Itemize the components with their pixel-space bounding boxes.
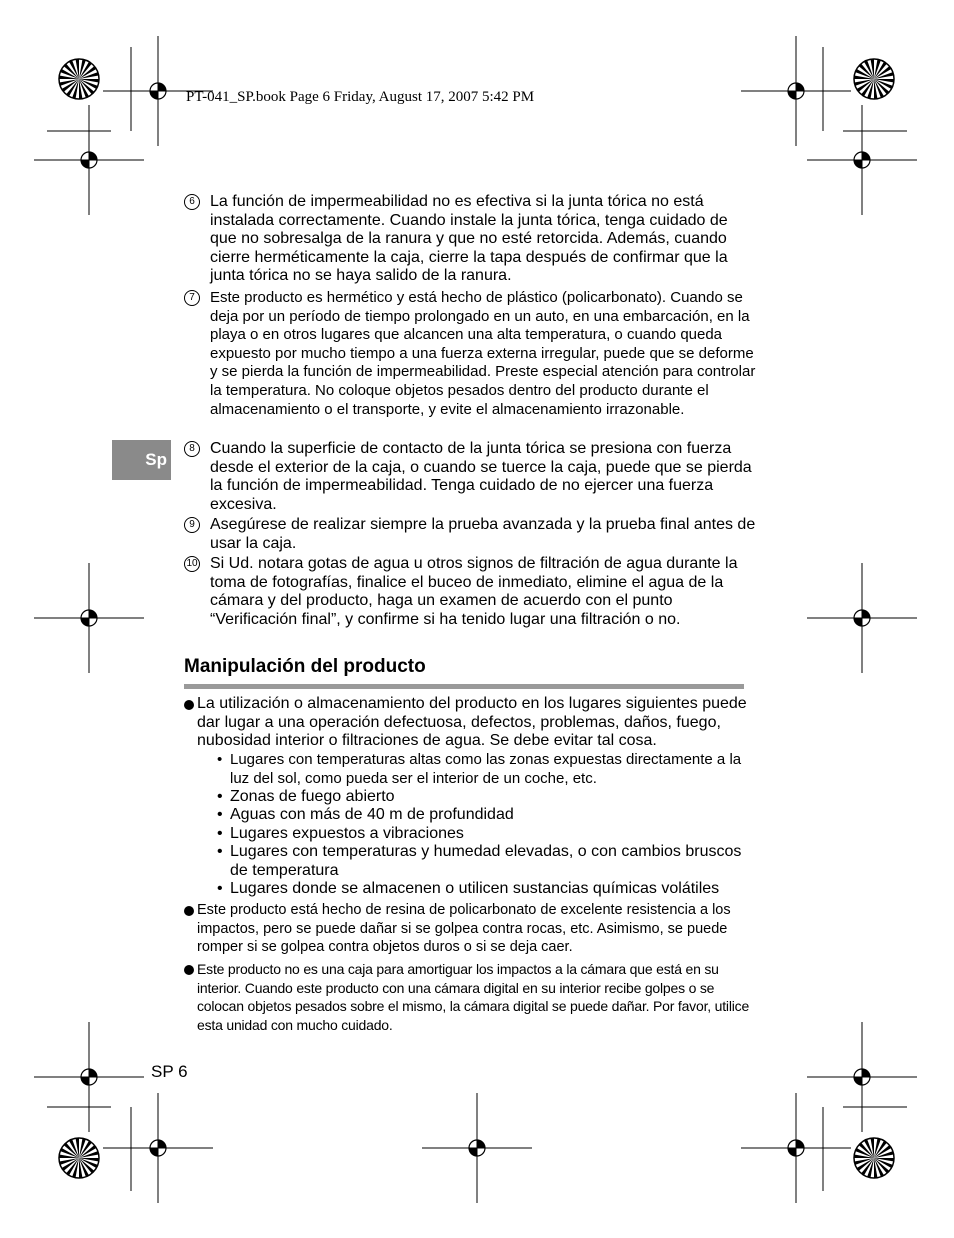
sub-bullet: •	[217, 843, 223, 860]
numbered-item	[184, 193, 756, 286]
sub-item	[214, 806, 754, 825]
crosshair-mark	[34, 563, 144, 673]
sub-item-text: Lugares con temperaturas y humedad elevadas, o con cambios bruscos de temperatura	[230, 843, 742, 879]
sub-item-text: Lugares expuestos a vibraciones	[230, 825, 464, 842]
numbered-item	[184, 555, 756, 629]
sub-bullet: •	[217, 806, 223, 823]
sub-item	[214, 788, 754, 807]
crosshair-mark	[741, 36, 851, 146]
sub-bullet: •	[217, 788, 223, 805]
section-heading: Manipulación del producto	[184, 656, 426, 677]
numbered-item	[184, 516, 756, 553]
crosshair-mark	[34, 105, 144, 215]
crosshair-mark	[103, 1093, 213, 1203]
crosshair-mark	[741, 1093, 851, 1203]
crosshair-mark	[807, 563, 917, 673]
star-target-mark	[59, 59, 99, 99]
numbered-item	[184, 289, 756, 419]
sub-item	[214, 843, 754, 880]
bullet-dot	[184, 965, 194, 975]
numbered-item	[184, 440, 756, 514]
bullet-text: La utilización o almacenamiento del producto en los lugares siguientes puede dar lugar a una operación defectuosa, defectos, problemas, daños, fuego, nubosidad interior o filtraciones de agua. Se debe evitar tal cosa.	[197, 695, 747, 750]
sub-bullet: •	[217, 825, 223, 842]
star-target-mark	[59, 1138, 99, 1178]
sub-item-text: Lugares donde se almacenen o utilicen sustancias químicas volátiles	[230, 880, 720, 897]
item-number: 9	[184, 517, 200, 533]
print-header: PT-041_SP.book Page 6 Friday, August 17, 2007 5:42 PM	[186, 89, 535, 105]
crosshair-mark	[422, 1093, 532, 1203]
star-target-mark	[854, 59, 894, 99]
sub-bullet: •	[217, 880, 223, 897]
sub-item-text: Aguas con más de 40 m de profundidad	[230, 806, 514, 823]
sub-bullet: •	[217, 751, 223, 768]
page-number: SP 6	[151, 1062, 188, 1081]
bullet-item	[184, 695, 750, 751]
sub-item	[214, 751, 754, 788]
bullet-item	[184, 901, 750, 957]
language-tab: Sp	[112, 440, 171, 480]
bullet-item	[184, 960, 750, 1034]
item-number: 6	[184, 194, 200, 210]
bullet-dot	[184, 906, 194, 916]
sub-item-text: Lugares con temperaturas altas como las zonas expuestas directamente a la luz del sol, como pueda ser el interior de un coche, etc.	[230, 751, 742, 787]
heading-rule	[184, 684, 744, 689]
sub-item-text: Zonas de fuego abierto	[230, 788, 395, 805]
item-text: Si Ud. notara gotas de agua u otros signos de filtración de agua durante la toma de fotografías, finalice el buceo de inmediato, elimine el agua de la cámara y del producto, haga un examen de acuerdo con el punto “Verificación final”, y confirme si ha tenido lugar una filtración o no.	[210, 555, 738, 628]
bullet-text: Este producto no es una caja para amortiguar los impactos a la cámara que está en su interior. Cuando este producto con una cámara digital en su interior recibe golpes o se colocan objetos pesados sobre el mismo, la cámara digital se puede dañar. Por favor, utilice esta unidad con mucho cuidado.	[197, 961, 750, 1033]
item-text: Cuando la superficie de contacto de la junta tórica se presiona con fuerza desde el exterior de la caja, o cuando se tuerce la caja, puede que se pierda la función de impermeabilidad. Tenga cuidado de no ejercer una fuerza excesiva.	[210, 440, 752, 513]
item-number: 7	[184, 290, 200, 306]
crosshair-mark	[34, 1022, 144, 1132]
sub-item	[214, 880, 754, 899]
item-text: Este producto es hermético y está hecho de plástico (policarbonato). Cuando se deja por un período de tiempo prolongado en un auto, en una embarcación, en la playa o en otros lugares que alcancen una alta temperatura, o cuando queda expuesto por mucho tiempo a una fuerza externa irregular, puede que se deforme y se pierda la función de impermeabilidad. Preste especial atención para controlar la temperatura. No coloque objetos pesados dentro del producto durante el almacenamiento o el transporte, y evite el almacenamiento irrazonable.	[210, 289, 756, 418]
bullet-dot	[184, 700, 194, 710]
item-number: 10	[184, 556, 200, 572]
item-number: 8	[184, 441, 200, 457]
sub-item	[214, 825, 754, 844]
item-text: Asegúrese de realizar siempre la prueba avanzada y la prueba final antes de usar la caja.	[210, 516, 756, 552]
star-target-mark	[854, 1138, 894, 1178]
bullet-text: Este producto está hecho de resina de policarbonato de excelente resistencia a los impactos, pero se puede dañar si se golpea contra rocas, etc. Asimismo, se puede romper si se golpea contra objetos duros o si se deja caer.	[197, 902, 731, 956]
item-text: La función de impermeabilidad no es efectiva si la junta tórica no está instalada correctamente. Cuando instale la junta tórica, tenga cuidado de que no sobresalga de la ranura y que no esté retorcida. Además, cuando cierre herméticamente la caja, cierre la tapa después de confirmar que la junta tórica no se haya salido de la ranura.	[210, 193, 728, 285]
